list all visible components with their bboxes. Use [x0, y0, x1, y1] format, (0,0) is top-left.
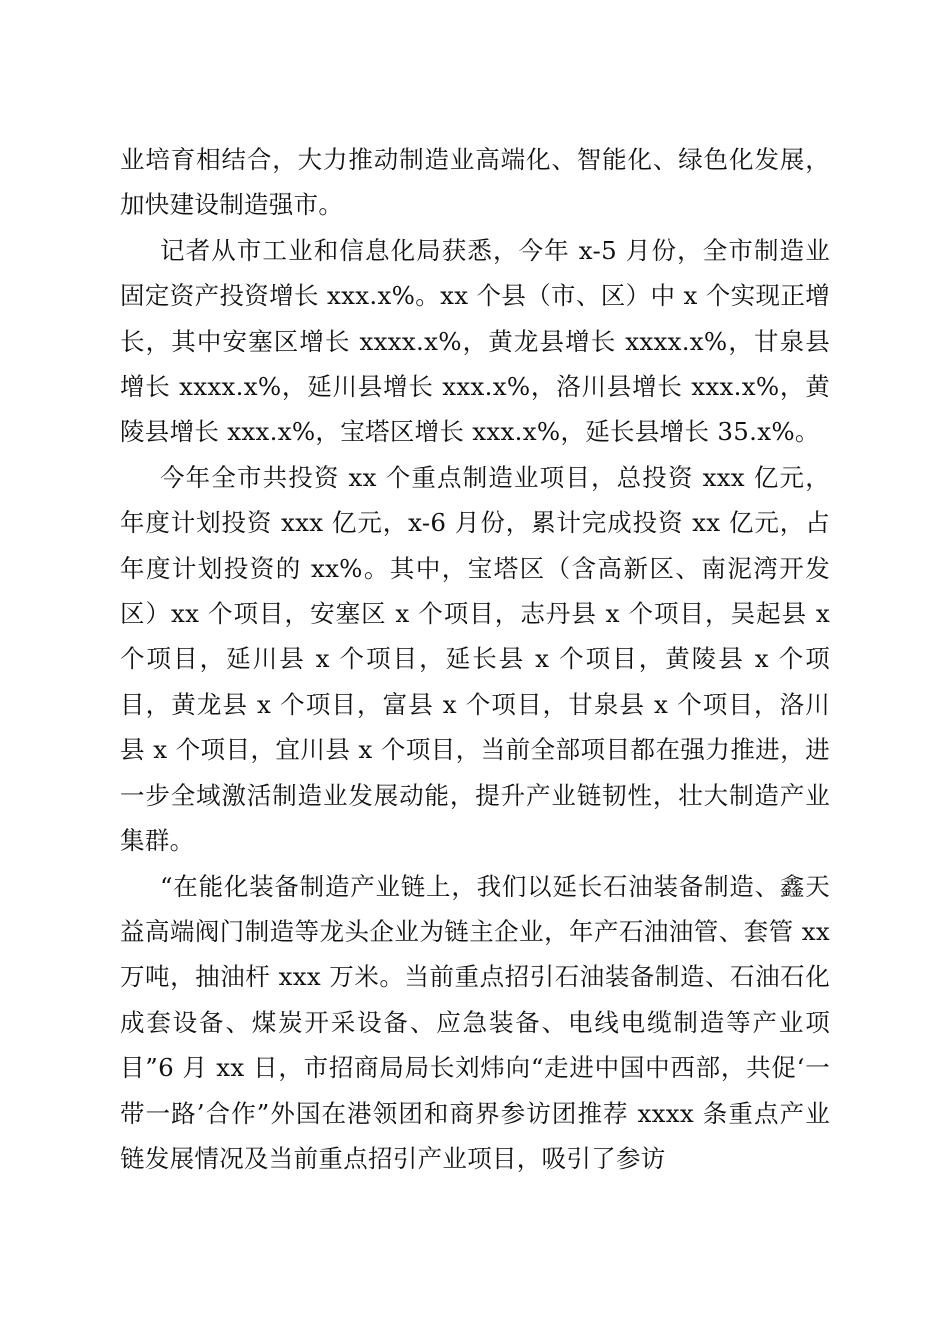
paragraph-continuation: 业培育相结合，大力推动制造业高端化、智能化、绿色化发展，加快建设制造强市。 [120, 145, 830, 220]
paragraph-key-projects: 今年全市共投资 xx 个重点制造业项目，总投资 xxx 亿元，年度计划投资 xxx 亿元，x-6 月份，累计完成投资 xx 亿元，占年度计划投资的 xx%。其中，宝塔区（含高新区、南泥湾开发区）xx 个项目，安塞区 x 个项目，志丹县 x 个项目，吴起县 x 个项目，延川县 x 个项目，延长县 x 个项目，黄陵县 x 个项目，黄龙县 x 个项目，富县 x 个项目，甘泉县 x 个项目，洛川县 x 个项目，宜川县 x 个项目，当前全部项目都在强力推进，进一步全域激活制造业发展动能，提升产业链韧性，壮大制造产业集群。 [120, 462, 830, 856]
paragraph-investment-growth: 记者从市工业和信息化局获悉，今年 x-5 月份，全市制造业固定资产投资增长 xxx.x%。xx 个县（市、区）中 x 个实现正增长，其中安塞区增长 xxxx.x%，黄龙县增长 xxxx.x%，甘泉县增长 xxxx.x%，延川县增长 xxx.x%，洛川县增长 xxx.x%，黄陵县增长 xxx.x%，宝塔区增长 xxx.x%，延长县增长 35.x%。 [120, 235, 830, 447]
paragraph-industry-chain: “在能化装备制造产业链上，我们以延长石油装备制造、鑫天益高端阀门制造等龙头企业为链主企业，年产石油油管、套管 xx 万吨，抽油杆 xxx 万米。当前重点招引石油装备制造、石油石化成套设备、煤炭开采设备、应急装备、电线电缆制造等产业项目”6 月 xx 日，市招商局局长刘炜向“走进中国中西部，共促‘一带一路’合作”外国在港领团和商界参访团推荐 xxxx 条重点产业链发展情况及当前重点招引产业项目，吸引了参访 [120, 871, 830, 1173]
article-body [120, 137, 830, 1181]
